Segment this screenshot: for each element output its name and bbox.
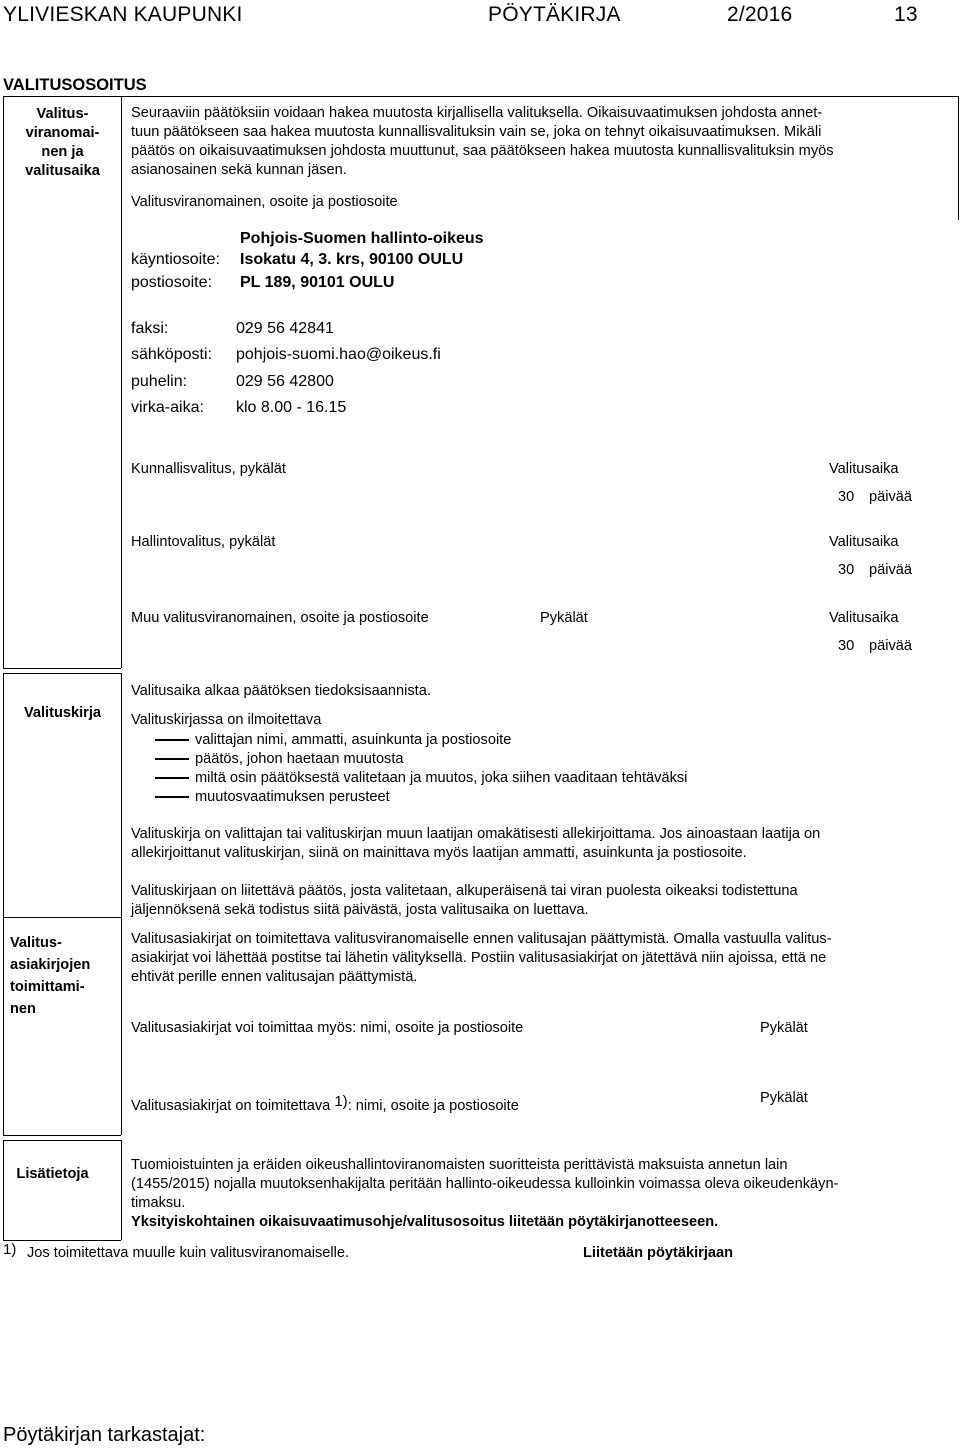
- required-delivery-sections: Pykälät: [760, 1090, 808, 1106]
- required-delivery-label: Valitusasiakirjat on toimitettava 1): nimi, osoite ja postiosoite: [131, 1093, 519, 1114]
- visit-address-value: Isokatu 4, 3. krs, 90100 OULU: [240, 251, 464, 268]
- org-name: YLIVIESKAN KAUPUNKI: [3, 3, 243, 26]
- frame-bottom-line: [3, 1240, 121, 1241]
- frame-top-line: [3, 96, 958, 97]
- phone-label: puhelin:: [131, 373, 188, 390]
- list-item: päätös, johon haetaan muutosta: [131, 750, 687, 769]
- dash-bullet: [155, 777, 189, 779]
- fax-label: faksi:: [131, 320, 169, 337]
- reviewers-label: Pöytäkirjan tarkastajat:: [3, 1424, 206, 1446]
- frame-sep-line-2: [3, 673, 121, 674]
- list-item: miltä osin päätöksestä valitetaan ja muutos, joka siihen vaaditaan tehtäväksi: [131, 769, 687, 788]
- authority-label: Valitusviranomainen, osoite ja postiosoite: [131, 194, 398, 210]
- frame-left-line-1: [3, 96, 4, 668]
- municipal-appeal-unit: päivää: [869, 489, 913, 505]
- frame-mid-line-2: [121, 673, 122, 917]
- side-label-more-info: Lisätietoja: [16, 1166, 89, 1182]
- admin-appeal-unit: päivää: [869, 562, 913, 578]
- list-item: valittajan nimi, ammatti, asuinkunta ja postiosoite: [131, 731, 687, 750]
- hours-label: virka-aika:: [131, 399, 204, 416]
- alt-delivery-label: Valitusasiakirjat voi toimittaa myös: nimi, osoite ja postiosoite: [131, 1020, 524, 1036]
- page-number: 13: [894, 3, 918, 26]
- attachments-paragraph: Valituskirjaan on liitettävä päätös, josta valitetaan, alkuperäisenä tai viran puolesta oikeaksi todistettuna jäljennöksenä sekä todistus siitä päivästä, josta valitusaika on luettava.: [131, 883, 798, 918]
- email-label: sähköposti:: [131, 346, 212, 363]
- admin-appeal-label: Hallintovalitus, pykälät: [131, 534, 276, 550]
- section-title: VALITUSOSOITUS: [3, 76, 147, 94]
- frame-sep-line-5: [3, 1140, 121, 1141]
- fax-value: 029 56 42841: [236, 320, 334, 337]
- frame-mid-line-3: [121, 917, 122, 1135]
- frame-left-line-3: [3, 917, 4, 1135]
- authority-name: Pohjois-Suomen hallinto-oikeus: [240, 230, 484, 247]
- doc-number: 2/2016: [727, 3, 793, 26]
- phone-value: 029 56 42800: [236, 373, 334, 390]
- frame-sep-line-1: [3, 668, 121, 669]
- more-info-paragraph: Tuomioistuinten ja eräiden oikeushallintoviranomaisten suoritteista perittävistä maksuista annetun lain (1455/2015) nojalla muutoksenhakijalta peritään hallinto-oikeudessa kulloinkin voimassa oleva oikeudenkäyn- timaksu. Yksityiskohtainen oikaisuvaatimusohje/valitusosoitus liitetään pöytäkirjanotteeseen.: [131, 1157, 839, 1230]
- admin-appeal-time-label: Valitusaika: [829, 534, 899, 550]
- signature-paragraph: Valituskirja on valittajan tai valituskirjan muun laatijan omakätisesti allekirjoittama. Jos ainoastaan laatija on allekirjoittanut valituskirjan, siinä on mainittava myös laatijan ammatti, asuinkunta ja postiosoite.: [131, 826, 821, 861]
- frame-sep-line-4: [3, 1135, 121, 1136]
- post-address-value: PL 189, 90101 OULU: [240, 274, 395, 291]
- admin-appeal-days: 30: [838, 562, 855, 578]
- frame-mid-line-1: [121, 96, 122, 668]
- footnote-text: Jos toimitettava muulle kuin valitusviranomaiselle.: [27, 1245, 350, 1261]
- municipal-appeal-time-label: Valitusaika: [829, 461, 899, 477]
- post-address-label: postiosoite:: [131, 274, 212, 291]
- doc-type: PÖYTÄKIRJA: [488, 3, 621, 26]
- side-label-delivery: Valitus- asiakirjojen toimittami- nen: [10, 935, 91, 1017]
- other-authority-unit: päivää: [869, 638, 913, 654]
- alt-delivery-sections: Pykälät: [760, 1020, 808, 1036]
- footnote-mark: 1): [3, 1241, 17, 1258]
- other-authority-days: 30: [838, 638, 855, 654]
- municipal-appeal-label: Kunnallisvalitus, pykälät: [131, 461, 286, 477]
- appeal-start-text: Valitusaika alkaa päätöksen tiedoksisaannista.: [131, 683, 431, 699]
- frame-sep-line-3: [3, 917, 121, 918]
- appeal-document-intro: Valituskirjassa on ilmoitettava: [131, 712, 322, 728]
- hours-value: klo 8.00 - 16.15: [236, 399, 347, 416]
- other-authority-sections: Pykälät: [540, 610, 588, 626]
- other-authority-label: Muu valitusviranomainen, osoite ja postiosoite: [131, 610, 429, 626]
- intro-paragraph: Seuraaviin päätöksiin voidaan hakea muutosta kirjallisella valituksella. Oikaisuvaatimuksen johdosta annet- tuun päätökseen saa hakea muutosta kunnallisvalituksin vain se, joka on tehnyt oikaisuvaatimuksen. Mikäli päätös on oikaisuvaatimuksen johdosta muuttunut, saa päätökseen hakea muutosta kunnallisvalituksin myös asianosainen sekä kunnan jäsen.: [131, 105, 834, 178]
- dash-bullet: [155, 758, 189, 760]
- side-label-appeal-document: Valituskirja: [23, 705, 102, 721]
- email-value: pohjois-suomi.hao@oikeus.fi: [236, 346, 441, 363]
- frame-left-line-4: [3, 1140, 4, 1240]
- attachment-note: Liitetään pöytäkirjaan: [583, 1245, 734, 1261]
- appeal-document-requirements: [131, 731, 687, 807]
- list-item: muutosvaatimuksen perusteet: [131, 788, 687, 807]
- dash-bullet: [155, 739, 189, 741]
- dash-bullet: [155, 796, 189, 798]
- frame-right-line-1: [958, 96, 959, 220]
- other-authority-time-label: Valitusaika: [829, 610, 899, 626]
- side-label-authority: Valitus- viranomai- nen ja valitusaika: [25, 106, 100, 179]
- municipal-appeal-days: 30: [838, 489, 855, 505]
- footnote-ref: 1): [334, 1093, 348, 1110]
- visit-address-label: käyntiosoite:: [131, 251, 220, 268]
- frame-mid-line-4: [121, 1140, 122, 1240]
- delivery-paragraph: Valitusasiakirjat on toimitettava valitusviranomaiselle ennen valitusajan päättymistä. Omalla vastuulla valitus- asiakirjat voi lähettää postitse tai lähetin välityksellä. Postiin valitusasiakirjat on jätettävä niin ajoissa, että ne ehtivät perille ennen valitusajan päättymistä.: [131, 931, 832, 985]
